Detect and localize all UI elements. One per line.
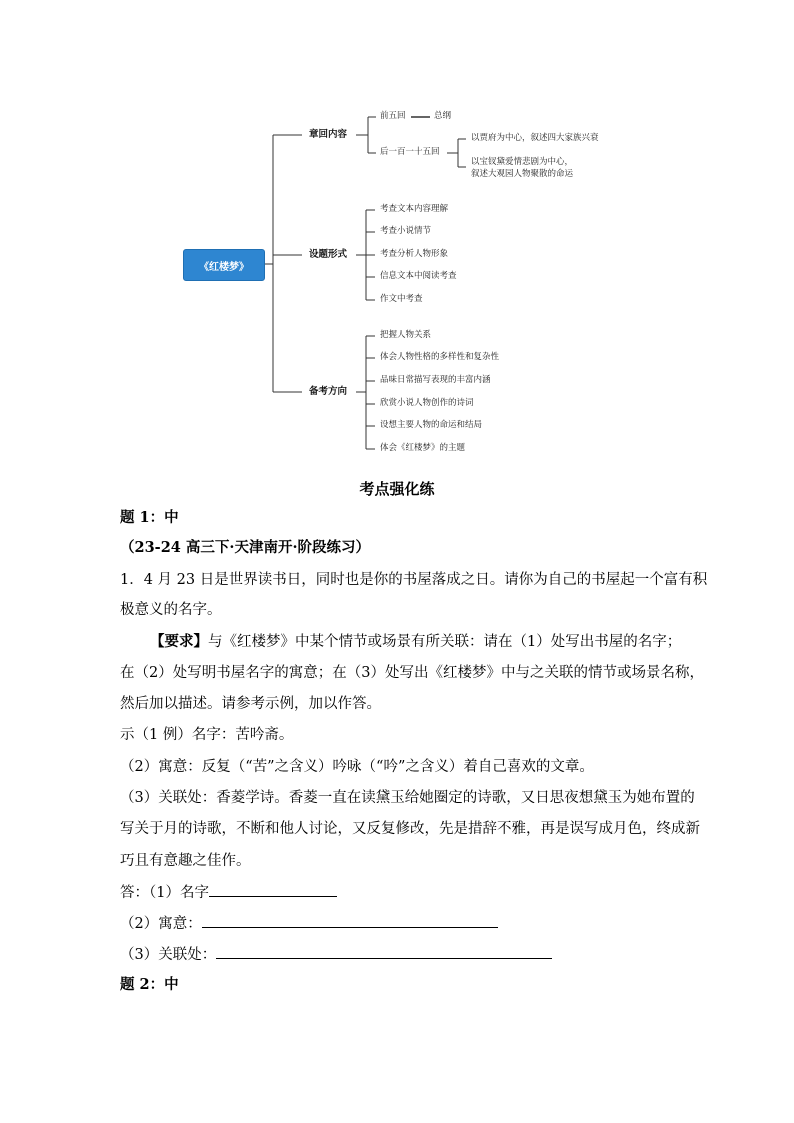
requirement-text: 在（2）处写明书屋名字的寓意；在（3）处写出《红楼梦》中与之关联的情节或场景名称， — [120, 665, 704, 681]
node-leaf: 以贾府为中心，叙述四大家族兴衰 — [471, 133, 599, 143]
node-leaf: 总纲 — [434, 111, 452, 121]
answer-blank[interactable] — [209, 882, 337, 897]
requirement-line: 【要求】与《红楼梦》中某个情节或场景有所关联：请在（1）处写出书屋的名字； — [150, 633, 682, 650]
section-title: 考点强化练 — [359, 480, 435, 498]
example-line: 写关于月的诗歌，不断和他人讨论，又反复修改，先是措辞不雅，再是误写成月色，终成新 — [120, 821, 700, 837]
node-label: 欣赏小说人物创作的诗词 — [380, 398, 474, 408]
node-leaf: 以宝钗黛爱情悲剧为中心， — [471, 157, 574, 167]
node-label: 体会人物性格的多样性和复杂性 — [380, 352, 500, 362]
question-text: 极意义的名字。 — [120, 602, 222, 618]
mind-map-root: 《红楼梦》 — [183, 249, 265, 281]
node-label: 前五回 — [380, 111, 406, 121]
node-label: 考查文本内容理解 — [380, 204, 449, 214]
branch-label: 设题形式 — [309, 249, 348, 260]
node-label: 体会《红楼梦》的主题 — [380, 443, 466, 453]
node-label: 品味日常描写表现的丰富内涵 — [380, 375, 491, 385]
question-heading: 题 1：中 — [120, 509, 179, 526]
node-label: 考查小说情节 — [380, 226, 432, 236]
branch-label: 备考方向 — [309, 386, 348, 397]
node-label: 作文中考查 — [380, 294, 423, 304]
answer-line: 答：（1）名字 — [120, 882, 337, 903]
node-label: 把握人物关系 — [380, 330, 432, 340]
question-source: （23-24 高三下·天津南开·阶段练习） — [120, 539, 371, 556]
requirement-label: 【要求】 — [150, 633, 208, 650]
answer-line: （3）关联处： — [120, 944, 552, 965]
node-leaf: 叙述大观园人物聚散的命运 — [471, 169, 574, 179]
answer-line: （2）寓意： — [120, 913, 498, 934]
answer-blank[interactable] — [202, 913, 498, 928]
node-label: 后一百一十五回 — [380, 147, 440, 157]
node-label: 考查分析人物形象 — [380, 249, 449, 259]
example-line: （3）关联处：香菱学诗。香菱一直在读黛玉给她圈定的诗歌，又日思夜想黛玉为她布置的 — [120, 790, 695, 806]
example-line: 示（1 例）名字：苦吟斋。 — [120, 727, 294, 743]
question-text: 1．4 月 23 日是世界读书日，同时也是你的书屋落成之日。请你为自己的书屋起一个富有积 — [120, 572, 708, 588]
example-line: 巧且有意趣之佳作。 — [120, 853, 251, 869]
example-line: （2）寓意：反复（“苦”之含义）吟咏（“吟”之含义）着自己喜欢的文章。 — [120, 759, 594, 775]
mind-map — [0, 0, 794, 470]
node-label: 信息文本中阅读考查 — [380, 271, 457, 281]
requirement-text: 然后加以描述。请参考示例，加以作答。 — [120, 696, 381, 712]
branch-label: 章回内容 — [309, 129, 348, 140]
node-label: 设想主要人物的命运和结局 — [380, 420, 483, 430]
question-heading: 题 2：中 — [120, 976, 179, 993]
answer-blank[interactable] — [216, 944, 552, 959]
